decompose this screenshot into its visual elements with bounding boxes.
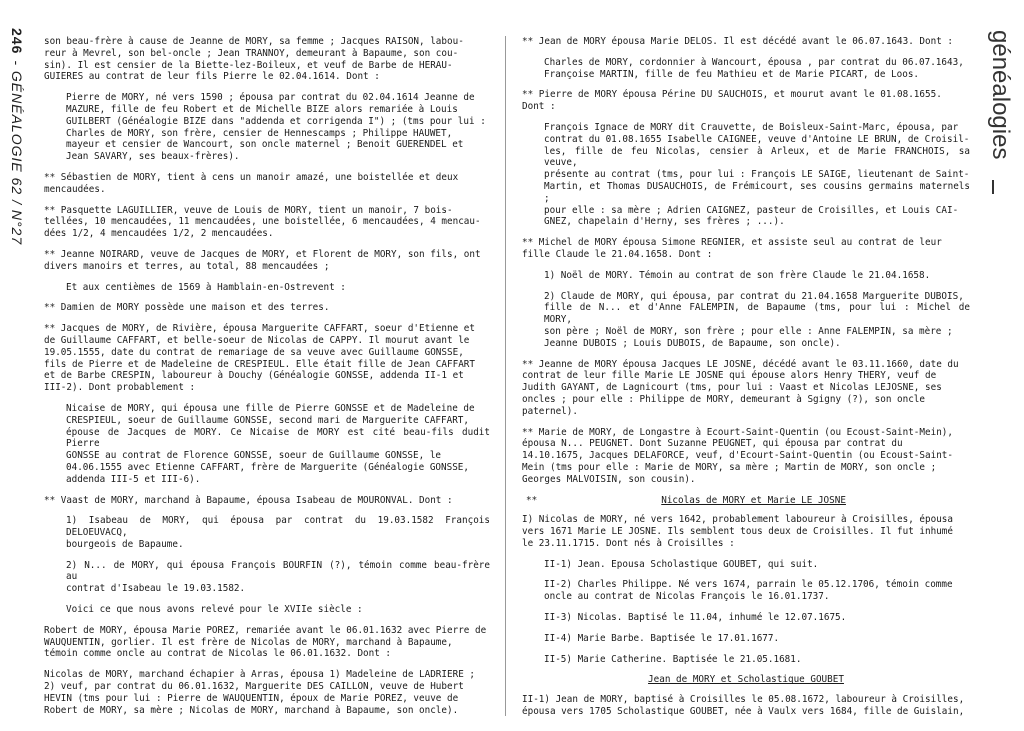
paragraph: ** Jean de MORY épousa Marie DELOS. Il est décédé avant le 06.07.1643. Dont : [522,36,953,47]
paragraph: ** Jacques de MORY, de Rivière, épousa Marguerite CAFFART, soeur d'Etienne et de Guillaume CAFFART, et belle-soeur de Nicolas de CAPPY. Il mourut avant le 19.05.1555, date du contrat de remariage de sa veuve avec Guillaume GONSSE, fils de Pierre et de Madeleine de CRESPIEUL. Elle était fille de Jean CAFFART et de Barbe CRESPIN, laboureur à Douchy (Généalogie GONSSE, addenda II-1 et III-2). Dont probablement : [44,323,475,394]
paragraph: ** Sébastien de MORY, tient à cens un manoir amazé, une boistellée et deux mencaudées. [44,171,459,195]
page-sidebar [0,0,34,731]
paragraph: François Ignace de MORY dit Crauvette, de Boisleux-Saint-Marc, épousa, par contrat du 01.08.1655 Isabelle CAIGNEE, veuve d'Antoine LE BRUN, de Croisil- les, fille de feu Nicolas, censier à Arleux, et de Marie FRANCHOIS, sa veuve, présente au contrat (tms, pour lui : François LE SAIGE, lieutenant de Saint- Martin, et Thomas DUSAUCHOIS, de Frémicourt, ses cousins germains maternels ; pour elle : sa mère ; Adrien CAIGNEZ, pasteur de Croisilles, et Louis CAI- GNEZ, chapelain d'Herny, ses frères ; ...). [544,121,970,228]
paragraph: Voici ce que nous avons relevé pour le XVIIe siècle : [66,604,363,616]
paragraph: ** Michel de MORY épousa Simone REGNIER, et assiste seul au contrat de leur fille Claude le 21.04.1658. Dont : [522,237,942,260]
paragraph: ** Pasquette LAGUILLIER, veuve de Louis de MORY, tient un manoir, 7 bois- tellées, 10 mencaudées, 11 mencaudées, une boistellée, 6 mencaudées, 4 mencau- dées 1/2, 4 mencaudées 1/2, 2 mencaudées. [44,204,481,240]
brand-rule [992,180,994,194]
paragraph: II-4) Marie Barbe. Baptisée le 17.01.1677. [544,632,780,644]
journal-title: - GÉNÉALOGIE 62 / N°27 [9,60,25,246]
paragraph: 1) Isabeau de MORY, qui épousa par contrat du 19.03.1582 François DELOEUVACQ, bourgeois de Bapaume. [66,515,490,550]
left-column [44,36,490,725]
paragraph: ** Marie de MORY, de Longastre à Ecourt-Saint-Quentin (ou Ecoust-Saint-Mein), épousa N... PEUGNET. Dont Suzanne PEUGNET, qui épousa par contrat du 14.10.1675, Jacques DELAFORCE, veuf, d'Ecourt-Saint-Quentin (ou Ecoust-Saint- Mein (tms pour elle : Marie de MORY, sa mère ; Martin de MORY, son oncle ; Georges MALVOISIN, son cousin). [522,426,953,485]
paragraph: II-2) Charles Philippe. Né vers 1674, parrain le 05.12.1706, témoin comme oncle au contrat de Nicolas François le 16.01.1737. [544,579,953,603]
paragraph: ** Pierre de MORY épousa Périne DU SAUCHOIS, et mourut avant le 01.08.1655. Dont : [522,89,942,113]
paragraph: ** Vaast de MORY, marchand à Bapaume, épousa Isabeau de MOURONVAL. Dont : [44,494,453,506]
paragraph: Robert de MORY, épousa Marie POREZ, remariée avant le 06.01.1632 avec Pierre de WAUQUENTIN, gorlier. Il est frère de Nicolas de MORY, marchand à Bapaume, témoin comme oncle au contrat de Nicolas le 06.01.1632. Dont : [44,624,487,660]
paragraph: son beau-frère à cause de Jeanne de MORY, sa femme ; Jacques RAISON, labou- reur à Mevrel, son bel-oncle ; Jean TRANNOY, demeurant à Bapaume, son cou- sin). Il est censier de la Biette-lez-Boileux, et veuf de Barbe de HERAU- GUIERES au contrat de leur fils Pierre le 02.04.1614. Dont : [44,36,464,83]
paragraph: 2) N... de MORY, qui épousa François BOURFIN (?), témoin comme beau-frère au contrat d'Isabeau le 19.03.1582. [66,559,490,595]
section-marker: ** [526,494,538,506]
page-number: 246 [9,28,25,55]
running-header [9,28,25,245]
paragraph: 2) Claude de MORY, qui épousa, par contrat du 21.04.1658 Marguerite DUBOIS, fille de N... et d'Anne FALEMPIN, de Bapaume (tms, pour lui : Michel de MORY, son père ; Noël de MORY, son frère ; pour elle : Anne FALEMPIN, sa mère ; Jeanne DUBOIS ; Louis DUBOIS, de Bapaume, son oncle). [544,290,970,349]
paragraph: II-1) Jean. Epousa Scholastique GOUBET, qui suit. [544,558,819,570]
paragraph: ** Damien de MORY possède une maison et des terres. [44,302,330,314]
paragraph: I) Nicolas de MORY, né vers 1642, probablement laboureur à Croisilles, épousa vers 1671 Marie LE JOSNE. Ils semblent tous deux de Croisilles. Il fut inhumé le 23.11.1715. Dont nés à Croisilles : [522,514,953,549]
paragraph: II-1) Jean de MORY, baptisé à Croisilles le 05.08.1672, laboureur à Croisilles, épousa vers 1705 Scholastique GOUBET, née à Vaulx vers 1684, fille de Guislain, [522,694,965,718]
brand-logo [986,30,1020,190]
paragraph: Et aux centièmes de 1569 à Hamblain-en-Ostrevent : [66,281,346,293]
paragraph: II-5) Marie Catherine. Baptisée le 21.05.1681. [544,653,802,665]
paragraph: ** Jeanne NOIRARD, veuve de Jacques de MORY, et Florent de MORY, son fils, ont divers manoirs et terres, au total, 88 mencaudées ; [44,248,481,272]
paragraph: Nicolas de MORY, marchand échapier à Arras, épousa 1) Madeleine de LADRIERE ; 2) veuf, par contrat du 06.01.1632, Marguerite DES CAILLON, veuve de Hubert HEVIN (tms pour lui : Pierre de WAUQUENTIN, époux de Marie POREZ, veuve de Robert de MORY, sa mère ; Nicolas de MORY, marchand à Bapaume, son oncle). [44,669,475,716]
paragraph: Charles de MORY, cordonnier à Wancourt, épousa , par contrat du 06.07.1643, Françoise MARTIN, fille de feu Mathieu et de Marie PICART, de Loos. [544,56,964,80]
section-heading [522,674,970,686]
paragraph: Nicaise de MORY, qui épousa une fille de Pierre GONSSE et de Madeleine de CRESPIEUL, soeur de Guillaume GONSSE, second mari de Marguerite CAFFART, épouse de Jacques de MORY. Ce Nicaise de MORY est cité beau-fils dudit Pierre GONSSE au contrat de Florence GONSSE, soeur de Guillaume GONSSE, le 04.06.1555 avec Etienne CAFFART, frère de Marguerite (Généalogie GONSSE, addenda III-5 et III-6). [66,402,490,485]
section-heading-text: Jean de MORY et Scholastique GOUBET [648,674,844,686]
paragraph: 1) Noël de MORY. Témoin au contrat de son frère Claude le 21.04.1658. [544,269,931,281]
paragraph: ** Jeanne de MORY épousa Jacques LE JOSNE, décédé avant le 03.11.1660, date du contrat de leur fille Marie LE JOSNE qui épouse alors Henry THERY, veuf de Judith GAYANT, de Lagnicourt (tms, pour lui : Vaast et Nicolas LEJOSNE, ses oncles ; pour elle : Philippe de MORY, demeurant à Sgigny (?), son oncle paternel). [522,358,959,417]
column-divider [505,36,506,716]
section-heading [522,495,970,507]
paragraph: Pierre de MORY, né vers 1590 ; épousa par contrat du 02.04.1614 Jeanne de MAZURE, fille de feu Robert et de Michelle BIZE alors remariée à Louis GUILBERT (Généalogie BIZE dans "addenda et corrigenda I") ; (tms pour lui : Charles de MORY, son frère, censier de Hennescamps ; Philippe HAUWET, mayeur et censier de Wancourt, son oncle maternel ; Benoit GUERENDEL et Jean SAVARY, ses beaux-frères). [66,92,486,163]
right-column [522,36,970,727]
paragraph: II-3) Nicolas. Baptisé le 11.04, inhumé le 12.07.1675. [544,612,847,624]
section-heading-text: Nicolas de MORY et Marie LE JOSNE [661,494,846,506]
brand-title: généalogies [987,30,1014,160]
